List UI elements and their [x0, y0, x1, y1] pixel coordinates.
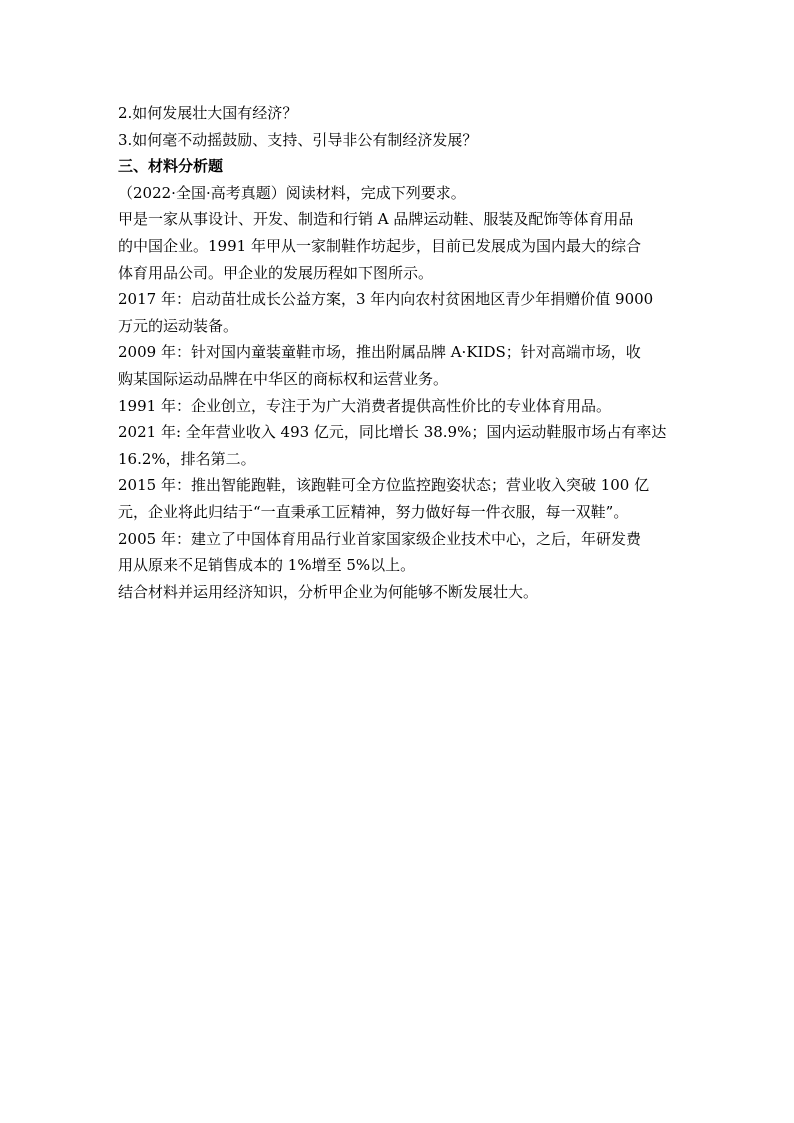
document-content: [118, 100, 678, 605]
timeline-entry-2005-cont: 用从原来不足销售成本的 1%增至 5%以上。: [118, 556, 416, 575]
timeline-entry-2009-cont: 购某国际运动品牌在中华区的商标权和运营业务。: [118, 369, 449, 388]
timeline-entry-2017-cont: 万元的运动装备。: [118, 316, 239, 335]
timeline-entry-2005: 2005 年：建立了中国体育用品行业首家国家级企业技术中心，之后，年研发费: [118, 529, 641, 548]
question-prompt: 结合材料并运用经济知识，分析甲企业为何能够不断发展壮大。: [118, 582, 539, 601]
timeline-entry-2009: 2009 年：针对国内童装童鞋市场，推出附属品牌 A·KIDS；针对高端市场，收: [118, 343, 641, 362]
question-3-text: 3.如何毫不动摇鼓励、支持、引导非公有制经济发展？: [118, 130, 478, 149]
timeline-entry-2015-cont: 元，企业将此归结于“一直秉承工匠精神，努力做好每一件衣服，每一双鞋”。: [118, 502, 629, 521]
question-2-text: 2.如何发展壮大国有经济？: [118, 104, 298, 122]
section-heading: 三、材料分析题: [118, 157, 224, 176]
material-intro-line: 体育用品公司。甲企业的发展历程如下图所示。: [118, 263, 434, 282]
material-intro-line: 甲是一家从事设计、开发、制造和行销 A 品牌运动鞋、服装及配饰等体育用品: [118, 210, 634, 229]
material-intro-line: 的中国企业。1991 年甲从一家制鞋作坊起步，目前已发展成为国内最大的综合: [118, 236, 641, 255]
timeline-entry-1991: 1991 年：企业创立，专注于为广大消费者提供高性价比的专业体育用品。: [118, 396, 611, 415]
timeline-entry-2017: 2017 年：启动苗壮成长公益方案，3 年内向农村贫困地区青少年捐赠价值 9000: [118, 290, 654, 309]
timeline-entry-2021-cont: 16.2%，排名第二。: [118, 449, 256, 468]
timeline-entry-2021: 2021 年: 全年营业收入 493 亿元，同比增长 38.9%；国内运动鞋服市场占有率达: [118, 423, 667, 442]
exam-source-line: （2022·全国·高考真题）阅读材料，完成下列要求。: [118, 183, 466, 202]
timeline-entry-2015: 2015 年：推出智能跑鞋，该跑鞋可全方位监控跑姿状态；营业收入突破 100 亿: [118, 476, 650, 495]
